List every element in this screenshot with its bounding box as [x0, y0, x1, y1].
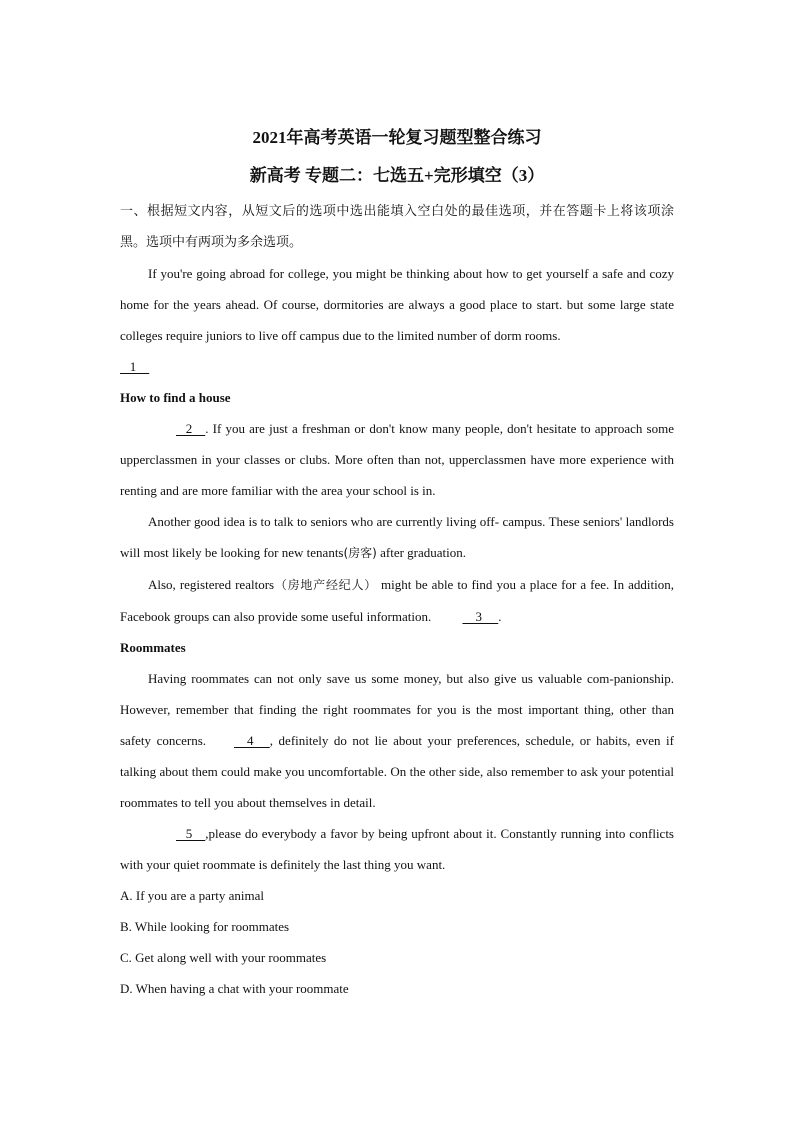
paragraph-2 — [120, 413, 674, 506]
paragraph-2-text: . If you are just a freshman or don't know many people, don't hesitate to approach some upperclassmen in your classes or clubs. More often than not, upperclassmen have more experience with renting and are more familiar with the area your school is in. — [120, 421, 674, 498]
blank-4: 4 — [234, 733, 270, 748]
page-title: 2021年高考英语一轮复习题型整合练习 — [252, 128, 542, 147]
paragraph-3-text-b: after graduation. — [376, 545, 467, 560]
paragraph-3 — [120, 506, 674, 569]
paragraph-4-text-b: might be able to find you a place for a fee. In addition, Facebook groups can also provide some useful information. — [120, 577, 674, 624]
paragraph-3-text-a: Another good idea is to talk to seniors who are currently living off- campus. These seniors' landlords will most likely be looking for new tenants — [120, 514, 674, 560]
blank-5: 5 — [176, 826, 206, 841]
blank-2: 2 — [176, 421, 206, 436]
option-c: C. Get along well with your roommates — [120, 950, 327, 965]
document-page — [120, 128, 674, 1004]
paragraph-4-text-c: . — [498, 609, 502, 624]
paragraph-6 — [120, 818, 674, 880]
option-b: B. While looking for roommates — [120, 919, 290, 934]
blank-1: 1 — [120, 359, 150, 374]
paragraph-3-gloss: (房客) — [343, 546, 377, 560]
page-subtitle: 新高考 专题二：七选五+完形填空（3） — [249, 166, 545, 185]
section-heading-house: How to find a house — [120, 390, 231, 405]
option-a: A. If you are a party animal — [120, 888, 265, 903]
blank-3: 3 — [462, 609, 499, 624]
paragraph-4-gloss: （房地产经纪人） — [274, 578, 378, 592]
paragraph-4-text-a: Also, registered realtors — [148, 577, 275, 592]
paragraph-5 — [120, 663, 674, 818]
option-d: D. When having a chat with your roommate — [120, 981, 349, 996]
instructions: 一、根据短文内容，从短文后的选项中选出能填入空白处的最佳选项，并在答题卡上将该项涂黑。选项中有两项为多余选项。 — [120, 204, 674, 250]
blank-1-line — [120, 351, 674, 382]
paragraph-1: If you're going abroad for college, you might be thinking about how to get yourself a safe and cozy home for the years ahead. Of course, dormitories are always a good place to start. but some large state colleges require juniors to live off campus due to the limited number of dorm rooms. — [120, 266, 674, 343]
paragraph-5-text-b: , definitely do not lie about your preferences, schedule, or habits, even if talking about them could make you uncomfortable. On the other side, also remember to ask your potential roommates to tell you about themselves in detail. — [120, 733, 675, 810]
section-heading-roommates: Roommates — [120, 640, 186, 655]
paragraph-5-text-a: Having roommates can not only save us some money, but also give us valuable com-panionship. However, remember that finding the right roommates for you is the most important thing, other than safety concerns. — [120, 671, 674, 748]
paragraph-6-text: ,please do everybody a favor by being upfront about it. Constantly running into conflicts with your quiet roommate is definitely the last thing you want. — [120, 826, 674, 872]
paragraph-4 — [120, 569, 674, 632]
